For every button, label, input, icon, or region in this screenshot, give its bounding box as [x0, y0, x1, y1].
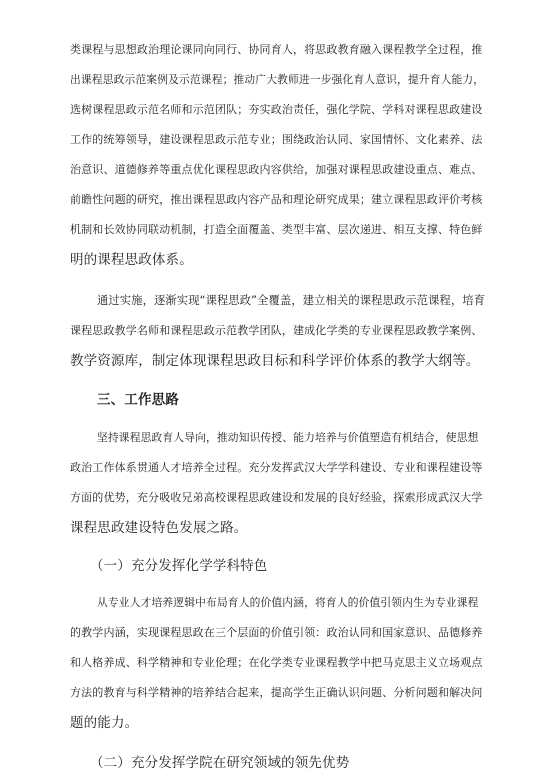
- text-line: 课程思政建设特色发展之路。: [70, 520, 248, 536]
- text-line: 前瞻性问题的研究，推出课程思政内容产品和理论研究成果；建立课程思政评价考核: [70, 193, 483, 206]
- section-heading: 三、工作思路: [97, 392, 179, 408]
- text-line: 从专业人才培养逻辑中布局育人的价值内涵，将育人的价值引领内生为专业课程: [97, 596, 479, 609]
- text-line: 工作的统筹领导，建设课程思政示范专业；围绕政治认同、家国情怀、文化素养、法: [70, 133, 483, 146]
- subsection-heading: （二）充分发挥学院在研究领域的领先优势: [90, 755, 350, 771]
- text-line: 类课程与思想政治理论课同向同行、协同育人，将思政教育融入课程教学全过程，推: [70, 43, 483, 56]
- text-line: 机制和长效协同联动机制，打造全面覆盖、类型丰富、层次递进、相互支撑、特色鲜: [70, 223, 483, 236]
- text-line: 方面的优势，充分吸收兄弟高校课程思政建设和发展的良好经验，探索形成武汉大学: [70, 491, 483, 504]
- text-line: 坚持课程思政育人导向，推动知识传授、能力培养与价值塑造有机结合，使思想: [97, 431, 479, 444]
- text-line: 通过实施，逐渐实现“课程思政”全覆盖，建立相关的课程思政示范课程，培育: [97, 294, 486, 307]
- text-line: 方法的教育与科学精神的培养结合起来，提高学生正确认识问题、分析问题和解决问: [70, 686, 483, 699]
- text-line: 明的课程思政体系。: [70, 252, 193, 268]
- text-line: 和人格养成、科学精神和专业伦理；在化学类专业课程教学中把马克思主义立场观点: [70, 656, 483, 669]
- text-line: 选树课程思政示范名师和示范团队；夯实政治责任，强化学院、学科对课程思政建设: [70, 103, 483, 116]
- text-line: 教学资源库，制定体现课程思政目标和科学评价体系的教学大纲等。: [70, 353, 480, 369]
- subsection-heading: （一）充分发挥化学学科特色: [90, 558, 268, 574]
- text-line: 治意识、道德修养等重点优化课程思政内容供给，加强对课程思政建设重点、难点、: [70, 163, 483, 176]
- text-line: 课程思政教学名师和课程思政示范教学团队，建成化学类的专业课程思政教学案例、: [70, 324, 483, 337]
- text-line: 的教学内涵，实现课程思政在三个层面的价值引领：政治认同和国家意识、品德修养: [70, 626, 483, 639]
- text-line: 出课程思政示范案例及示范课程；推动广大教师进一步强化育人意识，提升育人能力，: [70, 73, 485, 86]
- text-line: 政治工作体系贯通人才培养全过程。充分发挥武汉大学学科建设、专业和课程建设等: [70, 461, 483, 474]
- text-line: 题的能力。: [70, 715, 139, 731]
